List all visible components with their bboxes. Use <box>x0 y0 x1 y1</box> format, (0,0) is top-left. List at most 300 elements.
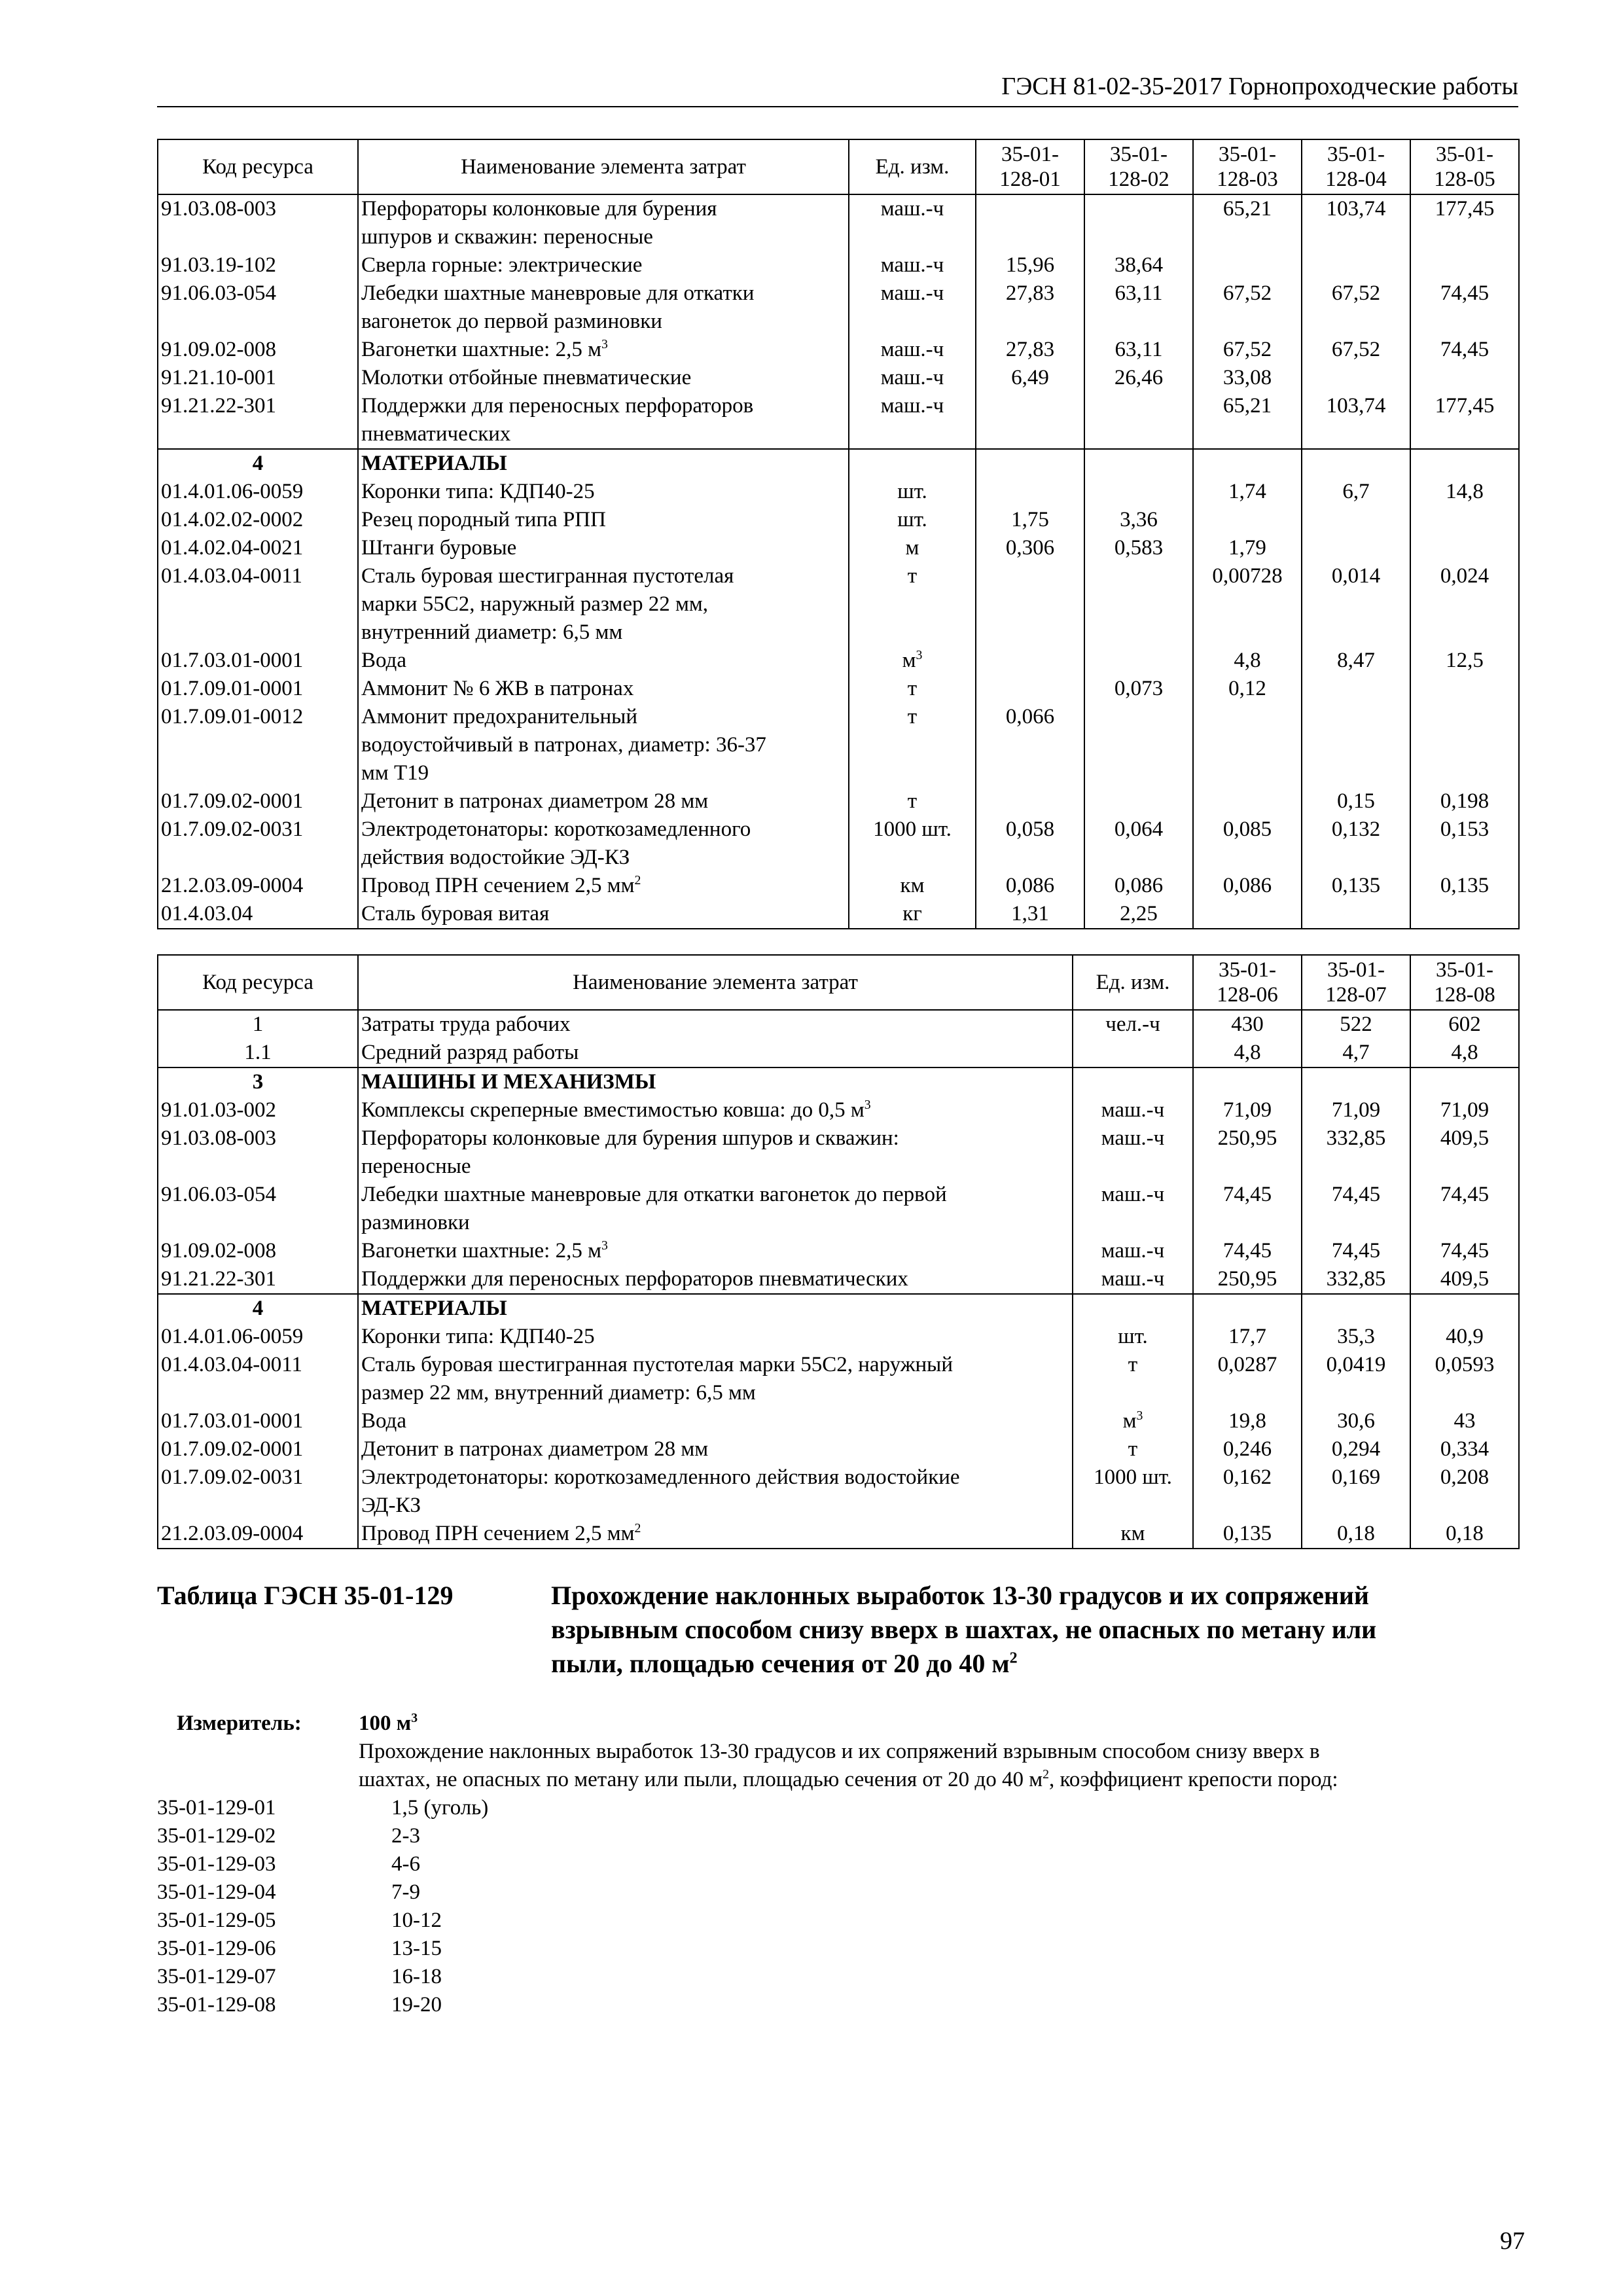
resource-code: 01.7.09.01-0012 <box>158 703 358 787</box>
item-value: 10-12 <box>391 1909 442 1932</box>
table-row <box>158 1323 1519 1351</box>
table-row <box>158 562 1519 647</box>
value-cell <box>1410 703 1519 787</box>
resource-name: Сверла горные: электрические <box>358 251 849 279</box>
unit: км <box>1073 1520 1193 1549</box>
resource-code: 01.4.03.04 <box>158 900 358 929</box>
value-cell: 409,5 <box>1410 1265 1519 1294</box>
value-cell: 0,208 <box>1410 1463 1519 1520</box>
list-item <box>157 1963 615 1991</box>
resource-code: 21.2.03.09-0004 <box>158 872 358 900</box>
value-cell: 0,058 <box>976 816 1084 872</box>
table-row <box>158 364 1519 392</box>
value-cell <box>1410 364 1519 392</box>
value-cell <box>1193 787 1302 816</box>
resource-name: Провод ПРН сечением 2,5 $мм^2$ <box>358 1520 1073 1549</box>
value-cell: 30,6 <box>1302 1407 1410 1435</box>
machines-rows <box>158 1096 1519 1294</box>
unit: км <box>849 872 976 900</box>
unit: кг <box>849 900 976 929</box>
value-cell <box>1302 364 1410 392</box>
value-cell: 250,95 <box>1193 1265 1302 1294</box>
value-cell: 0,00728 <box>1193 562 1302 647</box>
section-machines <box>158 1067 1519 1096</box>
resource-name: Аммонит № 6 ЖВ в патронах <box>358 675 849 703</box>
resource-code: 01.4.02.04-0021 <box>158 534 358 562</box>
value-cell: 0,066 <box>976 703 1084 787</box>
table-row <box>158 1351 1519 1407</box>
resource-code: 01.7.09.02-0031 <box>158 816 358 872</box>
value-cell: 430 <box>1193 1010 1302 1039</box>
resource-name: Коронки типа: КДП40-25 <box>358 1323 1073 1351</box>
value-cell <box>1302 675 1410 703</box>
table-row <box>158 1407 1519 1435</box>
resource-code: 91.03.08-003 <box>158 1124 358 1181</box>
value-cell <box>1302 703 1410 787</box>
item-value: 19-20 <box>391 1993 442 2017</box>
resource-name: Электродетонаторы: короткозамедленного действия водостойкие ЭД-КЗ <box>358 1463 1073 1520</box>
value-cell: 6,7 <box>1302 478 1410 506</box>
value-cell: 1,75 <box>976 506 1084 534</box>
unit: т <box>849 562 976 647</box>
resource-table-128-01-05 <box>157 139 1520 929</box>
value-cell: 38,64 <box>1084 251 1193 279</box>
value-cell <box>976 562 1084 647</box>
header-col-128-06: 35-01- 128-06 <box>1193 955 1302 1010</box>
value-cell <box>1410 900 1519 929</box>
value-cell <box>1193 251 1302 279</box>
section-title: МАТЕРИАЛЫ <box>358 449 849 478</box>
value-cell: 409,5 <box>1410 1124 1519 1181</box>
value-cell: 65,21 <box>1193 392 1302 449</box>
resource-name: Вагонетки шахтные: 2,5 $м^3$ <box>358 1237 1073 1265</box>
item-code: 35-01-129-08 <box>157 1993 276 2017</box>
value-cell: 15,96 <box>976 251 1084 279</box>
value-cell: 71,09 <box>1302 1096 1410 1124</box>
header-col-128-08: 35-01- 128-08 <box>1410 955 1519 1010</box>
resource-name: Затраты труда рабочих <box>358 1010 1073 1039</box>
value-cell <box>1410 251 1519 279</box>
resource-code: 1.1 <box>158 1039 358 1067</box>
list-item <box>157 1907 615 1935</box>
table-row <box>158 1237 1519 1265</box>
resource-code: 91.06.03-054 <box>158 279 358 336</box>
value-cell: 0,0287 <box>1193 1351 1302 1407</box>
value-cell <box>1084 703 1193 787</box>
table-row <box>158 194 1519 251</box>
table-row <box>158 1181 1519 1237</box>
resource-code: 21.2.03.09-0004 <box>158 1520 358 1549</box>
header-col-128-02: 35-01- 128-02 <box>1084 139 1193 194</box>
value-cell: 0,135 <box>1302 872 1410 900</box>
value-cell: 0,085 <box>1193 816 1302 872</box>
value-cell: 103,74 <box>1302 392 1410 449</box>
table-row <box>158 1265 1519 1294</box>
section-number: 3 <box>158 1067 358 1096</box>
resource-code: 01.7.09.02-0001 <box>158 1435 358 1463</box>
item-code: 35-01-129-05 <box>157 1909 276 1932</box>
value-cell <box>1193 900 1302 929</box>
materials-rows <box>158 478 1519 929</box>
resource-name: Лебедки шахтные маневровые для откатки вагонеток до первой разминовки <box>358 1181 1073 1237</box>
resource-name: Детонит в патронах диаметром 28 мм <box>358 1435 1073 1463</box>
value-cell: 0,18 <box>1410 1520 1519 1549</box>
value-cell: 4,7 <box>1302 1039 1410 1067</box>
value-cell: 3,36 <box>1084 506 1193 534</box>
unit: маш.-ч <box>849 336 976 364</box>
value-cell <box>1084 392 1193 449</box>
resource-name: Средний разряд работы <box>358 1039 1073 1067</box>
table-row <box>158 1520 1519 1549</box>
value-cell: 4,8 <box>1193 647 1302 675</box>
value-cell <box>1410 506 1519 534</box>
value-cell: 26,46 <box>1084 364 1193 392</box>
list-item <box>157 1850 615 1878</box>
measure-label: Измеритель: <box>177 1712 302 1735</box>
unit: т <box>1073 1435 1193 1463</box>
item-code: 35-01-129-02 <box>157 1824 276 1848</box>
value-cell: 67,52 <box>1302 279 1410 336</box>
section-title: МАШИНЫ И МЕХАНИЗМЫ <box>358 1067 1073 1096</box>
value-cell <box>1302 534 1410 562</box>
labor-rows <box>158 1010 1519 1067</box>
table-row <box>158 1463 1519 1520</box>
unit: маш.-ч <box>1073 1265 1193 1294</box>
table-row <box>158 703 1519 787</box>
item-value: 2-3 <box>391 1824 420 1848</box>
table-row <box>158 816 1519 872</box>
unit: маш.-ч <box>1073 1237 1193 1265</box>
item-value: 1,5 (уголь) <box>391 1796 489 1820</box>
table-row <box>158 1010 1519 1039</box>
value-cell <box>1302 900 1410 929</box>
resource-name: Поддержки для переносных перфораторов пневматических <box>358 1265 1073 1294</box>
value-cell: 332,85 <box>1302 1124 1410 1181</box>
value-cell: 19,8 <box>1193 1407 1302 1435</box>
header-col-128-03: 35-01- 128-03 <box>1193 139 1302 194</box>
resource-name: Аммонит предохранительный водоустойчивый в патронах, диаметр: 36-37 мм Т19 <box>358 703 849 787</box>
value-cell: 67,52 <box>1193 279 1302 336</box>
resource-name: Лебедки шахтные маневровые для откатки вагонеток до первой разминовки <box>358 279 849 336</box>
unit: маш.-ч <box>849 251 976 279</box>
value-cell: 27,83 <box>976 279 1084 336</box>
machines-rows <box>158 194 1519 449</box>
list-item <box>157 1822 615 1850</box>
resource-code: 01.4.03.04-0011 <box>158 562 358 647</box>
value-cell: 0,162 <box>1193 1463 1302 1520</box>
value-cell: 65,21 <box>1193 194 1302 251</box>
value-cell: 0,132 <box>1302 816 1410 872</box>
table-row <box>158 392 1519 449</box>
value-cell: 0,583 <box>1084 534 1193 562</box>
resource-code: 01.4.01.06-0059 <box>158 1323 358 1351</box>
resource-code: 1 <box>158 1010 358 1039</box>
unit: $м^3$ <box>849 647 976 675</box>
unit: шт. <box>849 506 976 534</box>
resource-code: 91.09.02-008 <box>158 336 358 364</box>
resource-name: Вода <box>358 1407 1073 1435</box>
page-number: 97 <box>1500 2227 1525 2255</box>
unit: шт. <box>1073 1323 1193 1351</box>
value-cell <box>976 392 1084 449</box>
table-row <box>158 251 1519 279</box>
value-cell <box>1084 478 1193 506</box>
list-item <box>157 1794 615 1822</box>
header-code: Код ресурса <box>158 139 358 194</box>
resource-name: Коронки типа: КДП40-25 <box>358 478 849 506</box>
measure-items <box>157 1794 615 2019</box>
item-value: 7-9 <box>391 1880 420 1904</box>
resource-code: 01.4.02.02-0002 <box>158 506 358 534</box>
table-row <box>158 279 1519 336</box>
value-cell <box>1084 647 1193 675</box>
value-cell: 63,11 <box>1084 279 1193 336</box>
item-value: 16-18 <box>391 1965 442 1988</box>
value-cell: 0,135 <box>1193 1520 1302 1549</box>
unit: маш.-ч <box>1073 1181 1193 1237</box>
resource-code: 91.21.22-301 <box>158 392 358 449</box>
unit <box>1073 1039 1193 1067</box>
resource-code: 91.09.02-008 <box>158 1237 358 1265</box>
value-cell: 0,086 <box>976 872 1084 900</box>
resource-name: Сталь буровая шестигранная пустотелая марки 55С2, наружный размер 22 мм, внутренний диаметр: 6,5 мм <box>358 1351 1073 1407</box>
value-cell: 1,74 <box>1193 478 1302 506</box>
value-cell: 17,7 <box>1193 1323 1302 1351</box>
item-code: 35-01-129-01 <box>157 1796 276 1820</box>
value-cell <box>976 675 1084 703</box>
value-cell <box>1084 194 1193 251</box>
resource-code: 01.7.03.01-0001 <box>158 647 358 675</box>
value-cell: 71,09 <box>1193 1096 1302 1124</box>
table-row <box>158 872 1519 900</box>
value-cell: 332,85 <box>1302 1265 1410 1294</box>
table-row <box>158 506 1519 534</box>
table-row <box>158 647 1519 675</box>
list-item <box>157 1935 615 1963</box>
value-cell: 33,08 <box>1193 364 1302 392</box>
unit: $м^3$ <box>1073 1407 1193 1435</box>
resource-code: 01.7.09.01-0001 <box>158 675 358 703</box>
value-cell <box>976 787 1084 816</box>
item-code: 35-01-129-07 <box>157 1965 276 1988</box>
item-code: 35-01-129-06 <box>157 1937 276 1960</box>
unit: т <box>849 703 976 787</box>
unit: т <box>849 787 976 816</box>
resource-name: Электродетонаторы: короткозамедленного действия водостойкие ЭД-КЗ <box>358 816 849 872</box>
value-cell: 177,45 <box>1410 392 1519 449</box>
value-cell: 0,306 <box>976 534 1084 562</box>
section-number: 4 <box>158 1294 358 1323</box>
value-cell: 0,198 <box>1410 787 1519 816</box>
value-cell: 67,52 <box>1302 336 1410 364</box>
value-cell: 63,11 <box>1084 336 1193 364</box>
value-cell: 0,014 <box>1302 562 1410 647</box>
table-row <box>158 336 1519 364</box>
unit: маш.-ч <box>1073 1124 1193 1181</box>
value-cell: 74,45 <box>1302 1237 1410 1265</box>
unit: 1000 шт. <box>849 816 976 872</box>
resource-code: 91.01.03-002 <box>158 1096 358 1124</box>
unit: чел.-ч <box>1073 1010 1193 1039</box>
value-cell: 0,086 <box>1084 872 1193 900</box>
header-unit: Ед. изм. <box>849 139 976 194</box>
resource-code: 01.7.09.02-0031 <box>158 1463 358 1520</box>
resource-name: Вагонетки шахтные: 2,5 $м^3$ <box>358 336 849 364</box>
value-cell: 4,8 <box>1410 1039 1519 1067</box>
header-unit: Ед. изм. <box>1073 955 1193 1010</box>
header-col-128-07: 35-01- 128-07 <box>1302 955 1410 1010</box>
item-value: 13-15 <box>391 1937 442 1960</box>
value-cell: 40,9 <box>1410 1323 1519 1351</box>
value-cell: 74,45 <box>1193 1237 1302 1265</box>
resource-code: 01.7.09.02-0001 <box>158 787 358 816</box>
value-cell <box>1410 675 1519 703</box>
list-item <box>157 1878 615 1907</box>
table-row <box>158 1435 1519 1463</box>
value-cell: 522 <box>1302 1010 1410 1039</box>
table-caption-label: Таблица ГЭСН 35-01-129 <box>157 1581 454 1610</box>
value-cell: 27,83 <box>976 336 1084 364</box>
resource-name: Молотки отбойные пневматические <box>358 364 849 392</box>
value-cell: 74,45 <box>1410 1237 1519 1265</box>
header-code: Код ресурса <box>158 955 358 1010</box>
value-cell: 0,246 <box>1193 1435 1302 1463</box>
table-row <box>158 675 1519 703</box>
value-cell: 0,0593 <box>1410 1351 1519 1407</box>
value-cell <box>976 647 1084 675</box>
value-cell: 0,12 <box>1193 675 1302 703</box>
resource-name: Сталь буровая шестигранная пустотелая марки 55С2, наружный размер 22 мм, внутренний диаметр: 6,5 мм <box>358 562 849 647</box>
resource-name: Резец породный типа РПП <box>358 506 849 534</box>
resource-name: Перфораторы колонковые для бурения шпуров и скважин: переносные <box>358 1124 1073 1181</box>
resource-code: 91.06.03-054 <box>158 1181 358 1237</box>
item-code: 35-01-129-03 <box>157 1852 276 1876</box>
value-cell: 1,79 <box>1193 534 1302 562</box>
running-header: ГЭСН 81-02-35-2017 Горнопроходческие работы <box>157 73 1518 107</box>
value-cell: 0,18 <box>1302 1520 1410 1549</box>
value-cell <box>1084 562 1193 647</box>
table-row <box>158 534 1519 562</box>
value-cell <box>1302 506 1410 534</box>
value-cell: 1,31 <box>976 900 1084 929</box>
value-cell: 6,49 <box>976 364 1084 392</box>
resource-code: 01.7.03.01-0001 <box>158 1407 358 1435</box>
section-materials <box>158 449 1519 478</box>
value-cell: 67,52 <box>1193 336 1302 364</box>
resource-name: Вода <box>358 647 849 675</box>
resource-table-128-06-08 <box>157 954 1520 1549</box>
unit: т <box>849 675 976 703</box>
value-cell: 0,135 <box>1410 872 1519 900</box>
resource-name: Перфораторы колонковые для бурения шпуров и скважин: переносные <box>358 194 849 251</box>
value-cell: 103,74 <box>1302 194 1410 251</box>
resource-name: Поддержки для переносных перфораторов пневматических <box>358 392 849 449</box>
unit: маш.-ч <box>849 392 976 449</box>
value-cell: 74,45 <box>1410 1181 1519 1237</box>
value-cell: 0,334 <box>1410 1435 1519 1463</box>
header-name: Наименование элемента затрат <box>358 955 1073 1010</box>
measure-value: 100 $м^3$ <box>359 1711 418 1735</box>
value-cell: 0,086 <box>1193 872 1302 900</box>
unit: маш.-ч <box>1073 1096 1193 1124</box>
value-cell: 12,5 <box>1410 647 1519 675</box>
value-cell: 602 <box>1410 1010 1519 1039</box>
table-row <box>158 1096 1519 1124</box>
value-cell: 0,294 <box>1302 1435 1410 1463</box>
value-cell <box>1302 251 1410 279</box>
table-row <box>158 787 1519 816</box>
item-code: 35-01-129-04 <box>157 1880 276 1904</box>
unit: 1000 шт. <box>1073 1463 1193 1520</box>
materials-rows <box>158 1323 1519 1549</box>
value-cell <box>976 194 1084 251</box>
value-cell: 2,25 <box>1084 900 1193 929</box>
value-cell: 177,45 <box>1410 194 1519 251</box>
table-row <box>158 900 1519 929</box>
value-cell: 250,95 <box>1193 1124 1302 1181</box>
value-cell: 71,09 <box>1410 1096 1519 1124</box>
resource-code: 91.03.08-003 <box>158 194 358 251</box>
header-name: Наименование элемента затрат <box>358 139 849 194</box>
value-cell: 74,45 <box>1410 336 1519 364</box>
value-cell <box>1084 787 1193 816</box>
value-cell: 0,153 <box>1410 816 1519 872</box>
table-row <box>158 478 1519 506</box>
value-cell <box>976 478 1084 506</box>
value-cell <box>1193 506 1302 534</box>
measure-description: Прохождение наклонных выработок 13-30 градусов и их сопряжений взрывным способом снизу вверх в шахтах, не опасных по метану или пыли, площадью сечения от 20 до 40 $м^2$, коэффициент крепости пород: <box>359 1740 1338 1791</box>
value-cell: 74,45 <box>1410 279 1519 336</box>
list-item <box>157 1991 615 2019</box>
unit: шт. <box>849 478 976 506</box>
value-cell: 74,45 <box>1193 1181 1302 1237</box>
unit: маш.-ч <box>849 279 976 336</box>
unit: маш.-ч <box>849 194 976 251</box>
header-col-128-01: 35-01- 128-01 <box>976 139 1084 194</box>
value-cell: 0,169 <box>1302 1463 1410 1520</box>
resource-code: 91.21.10-001 <box>158 364 358 392</box>
table-row <box>158 1124 1519 1181</box>
resource-code: 01.4.01.06-0059 <box>158 478 358 506</box>
value-cell: 35,3 <box>1302 1323 1410 1351</box>
resource-name: Провод ПРН сечением 2,5 $мм^2$ <box>358 872 849 900</box>
header-col-128-05: 35-01- 128-05 <box>1410 139 1519 194</box>
resource-code: 91.21.22-301 <box>158 1265 358 1294</box>
value-cell: 0,15 <box>1302 787 1410 816</box>
section-materials <box>158 1294 1519 1323</box>
value-cell: 4,8 <box>1193 1039 1302 1067</box>
value-cell <box>1410 534 1519 562</box>
value-cell: 0,024 <box>1410 562 1519 647</box>
value-cell: 0,0419 <box>1302 1351 1410 1407</box>
resource-name: Детонит в патронах диаметром 28 мм <box>358 787 849 816</box>
header-col-128-04: 35-01- 128-04 <box>1302 139 1410 194</box>
unit: м <box>849 534 976 562</box>
section-number: 4 <box>158 449 358 478</box>
item-value: 4-6 <box>391 1852 420 1876</box>
resource-name: Штанги буровые <box>358 534 849 562</box>
resource-name: Сталь буровая витая <box>358 900 849 929</box>
value-cell: 0,073 <box>1084 675 1193 703</box>
value-cell: 14,8 <box>1410 478 1519 506</box>
value-cell: 43 <box>1410 1407 1519 1435</box>
resource-code: 91.03.19-102 <box>158 251 358 279</box>
value-cell: 74,45 <box>1302 1181 1410 1237</box>
resource-name: Комплексы скреперные вместимостью ковша: до 0,5 $м^3$ <box>358 1096 1073 1124</box>
value-cell <box>1193 703 1302 787</box>
table-caption-title: Прохождение наклонных выработок 13-30 градусов и их сопряжений взрывным способом снизу вверх в шахтах, не опасных по метану или пыли, площадью сечения от 20 до 40 $м^2$ <box>551 1581 1377 1678</box>
resource-code: 01.4.03.04-0011 <box>158 1351 358 1407</box>
